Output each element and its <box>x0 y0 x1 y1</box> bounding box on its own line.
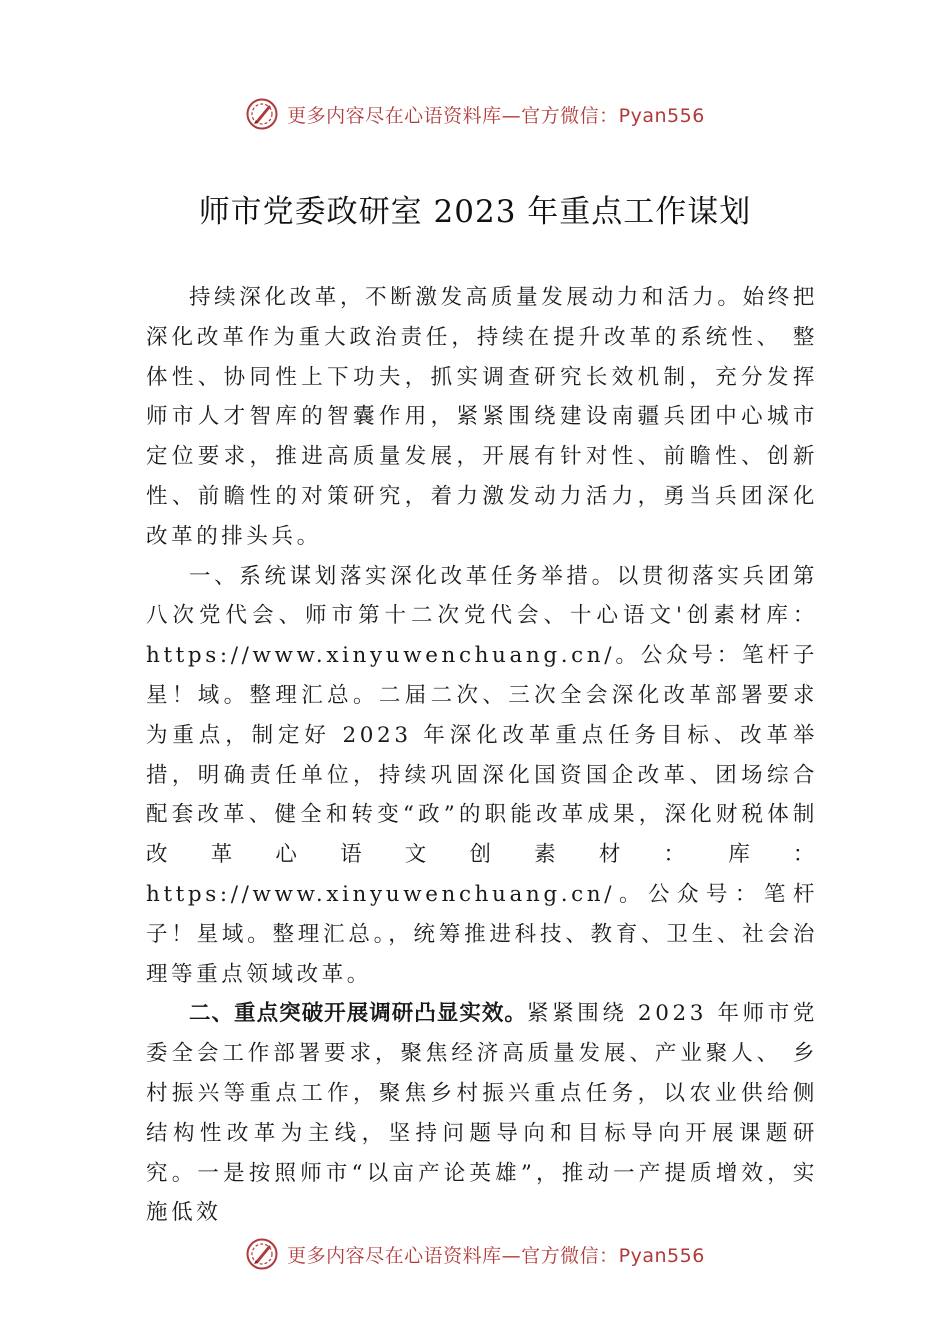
paragraph <box>146 278 818 557</box>
watermark-text: 更多内容尽在心语资料库—官方微信：Pyan556 <box>287 1244 705 1267</box>
paragraph-text: 紧紧围绕 2023 年师市党委全会工作部署要求，聚焦经济高质量发展、产业聚人、 乡村振兴等重点工作，聚焦乡村振兴重点任务，以农业供给侧结构性改革为主线，坚持问题导向和目标导向开展课题研究。一是按照师市“以亩产论英雄”，推动一产提质增效，实施低效 <box>146 1001 818 1226</box>
header-watermark <box>0 94 950 134</box>
paragraph-text: 一、系统谋划落实深化改革任务举措。以贯彻落实兵团第八次党代会、师市第十二次党代会、十心语文'创素材库：https://www.xinyuwenchuang.cn/。公众号：笔杆子星！域。整理汇总。二届二次、三次全会深化改革部署要求为重点，制定好 2023 年深化改革重点任务目标、改革举措，明确责任单位，持续巩固深化国资国企改革、团场综合配套改革、健全和转变“政”的职能改革成果，深化财税体制改革心语文创素材：库：https://www.xinyuwenchuang.cn/。公众号：笔杆子！星域。整理汇总。，统筹推进科技、教育、卫生、社会治理等重点领域改革。 <box>146 563 818 987</box>
watermark-text: 更多内容尽在心语资料库—官方微信：Pyan556 <box>287 104 705 127</box>
brand-logo-icon <box>245 1237 279 1271</box>
paragraph <box>146 557 818 995</box>
footer-watermark <box>0 1234 950 1274</box>
document-body <box>146 278 818 1233</box>
document-title: 师市党委政研室 2023 年重点工作谋划 <box>198 194 752 230</box>
brand-logo-icon <box>245 97 279 131</box>
paragraph-text: 持续深化改革，不断激发高质量发展动力和活力。始终把深化改革作为重大政治责任，持续在提升改革的系统性、 整体性、协同性上下功夫，抓实调查研究长效机制，充分发挥师市人才智库的智囊作用，紧紧围绕建设南疆兵团中心城市定位要求，推进高质量发展，开展有针对性、前瞻性、创新性、前瞻性的对策研究，着力激发动力活力，勇当兵团深化改革的排头兵。 <box>146 285 818 549</box>
paragraph-lead: 二、重点突破开展调研凸显实效。 <box>189 1001 527 1027</box>
paragraph <box>146 994 818 1233</box>
